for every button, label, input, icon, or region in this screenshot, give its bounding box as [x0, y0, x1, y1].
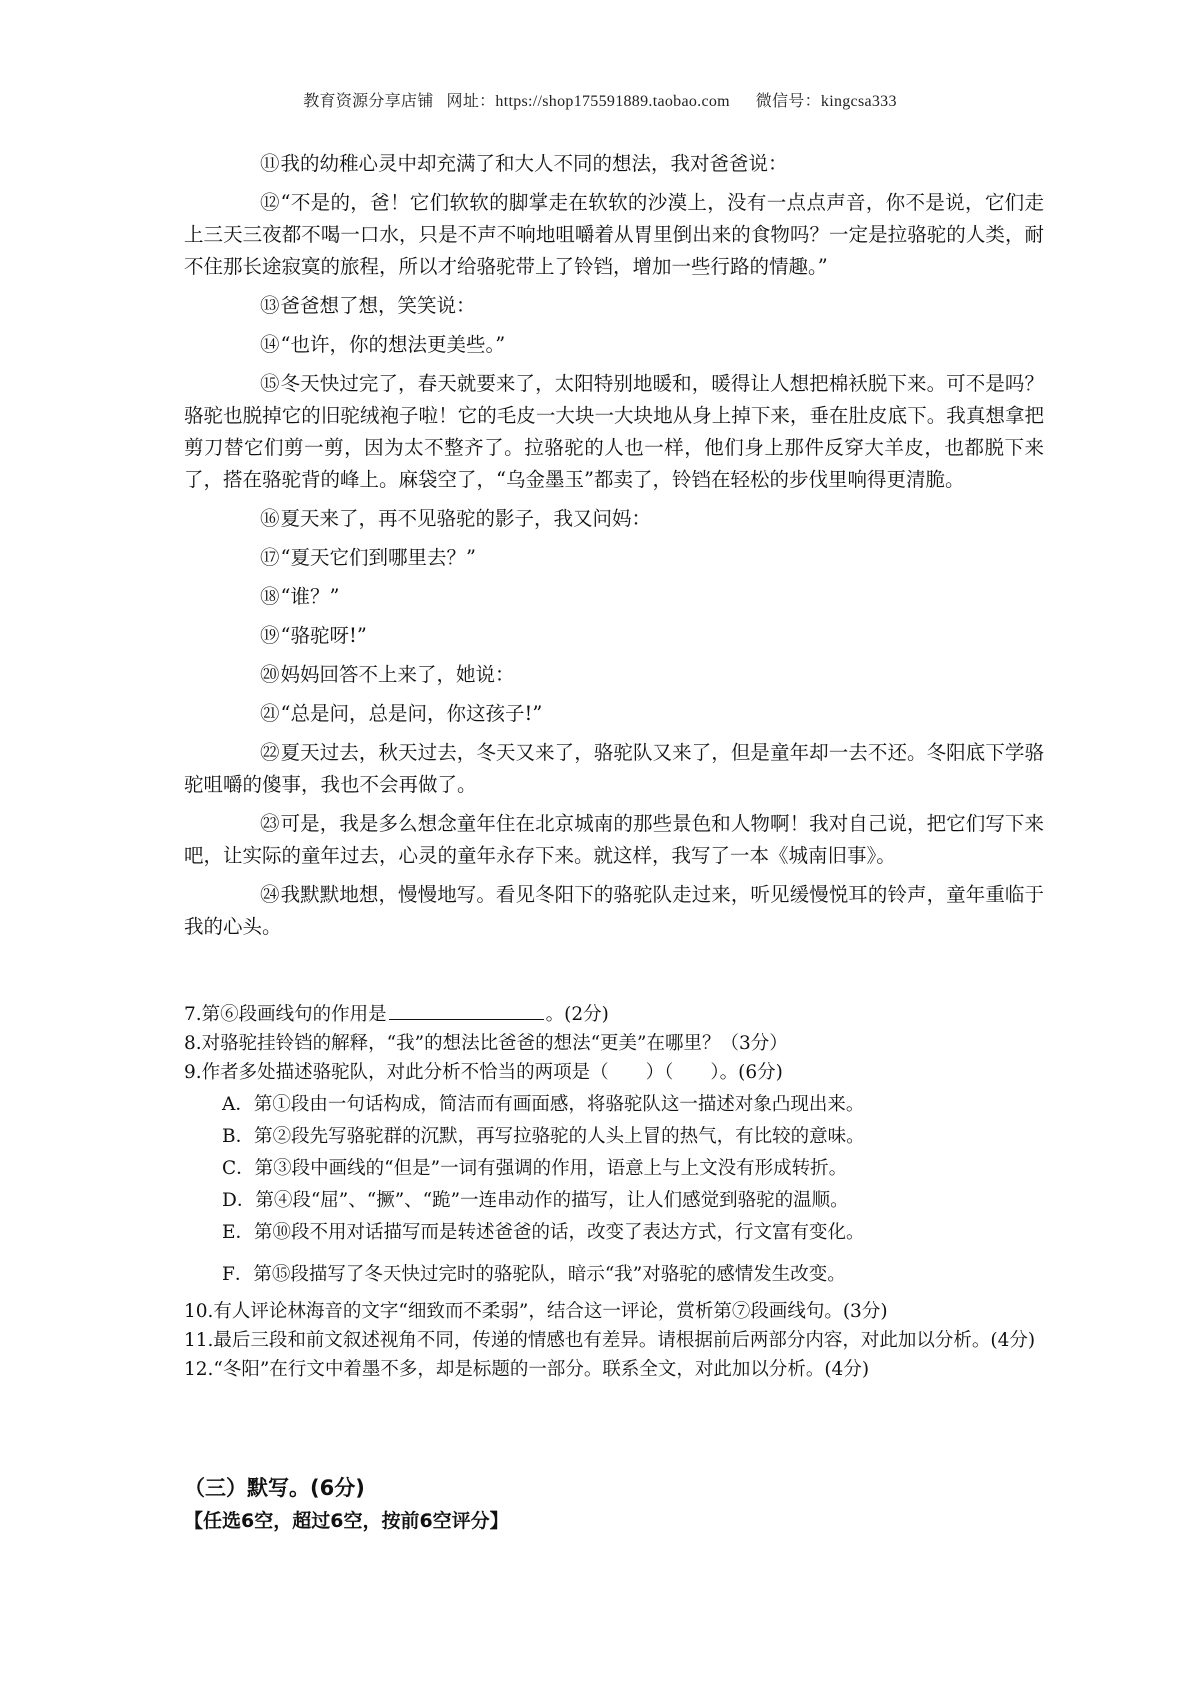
question-9: 9.作者多处描述骆驼队，对此分析不恰当的两项是（ ）（ ）。(6分): [184, 1062, 783, 1083]
paragraph-text: 爸爸想了想，笑笑说：: [280, 294, 476, 317]
paragraph-text: 可是，我是多么想念童年住在北京城南的那些景色和人物啊！我对自己说，把它们写下来吧，让实际的童年过去，心灵的童年永存下来。就这样，我写了一本《城南旧事》。: [184, 812, 1044, 867]
paragraph-number: ㉔: [260, 883, 280, 906]
paragraph: [184, 620, 1044, 652]
paragraph-number: ⑱: [260, 585, 280, 608]
paragraph-number: ⑮: [260, 372, 280, 395]
paragraph: [184, 879, 1044, 943]
reading-passage: [184, 148, 1044, 950]
option-a: A．第①段由一句话构成，简洁而有画面感，将骆驼队这一描述对象凸现出来。: [222, 1094, 865, 1115]
paragraph-number: ⑰: [260, 546, 280, 569]
question-9-options: [222, 1089, 1044, 1291]
answer-blank: [389, 1001, 544, 1020]
paragraph: [184, 503, 1044, 535]
paragraph: [184, 290, 1044, 322]
paragraph-number: ⑯: [260, 507, 280, 530]
paragraph-text: 冬天快过完了，春天就要来了，太阳特别地暖和，暖得让人想把棉袄脱下来。可不是吗？骆驼也脱掉它的旧驼绒袍子啦！它的毛皮一大块一大块地从身上掉下来，垂在肚皮底下。我真想拿把剪刀替它们剪一剪，因为太不整齐了。拉骆驼的人也一样，他们身上那件反穿大羊皮，也都脱下来了，搭在骆驼背的峰上。麻袋空了，“乌金墨玉”都卖了，铃铛在轻松的步伐里响得更清脆。: [184, 372, 1044, 491]
option-d: D．第④段“屈”、“撅”、“跪”一连串动作的描写，让人们感觉到骆驼的温顺。: [222, 1190, 849, 1211]
paragraph-number: ⑪: [260, 152, 280, 175]
paragraph-text: 我默默地想，慢慢地写。看见冬阳下的骆驼队走过来，听见缓慢悦耳的铃声，童年重临于我的心头。: [184, 883, 1044, 938]
page-header: 教育资源分享店铺 网址：https://shop175591889.taobao.com 微信号：kingcsa333: [303, 93, 897, 110]
option-c: C．第③段中画线的“但是”一词有强调的作用，语意上与上文没有形成转折。: [222, 1158, 848, 1179]
paragraph: [184, 737, 1044, 801]
paragraph-text: “夏天它们到哪里去？”: [280, 546, 476, 569]
paragraph-text: 妈妈回答不上来了，她说：: [280, 663, 515, 686]
option-e: E．第⑩段不用对话描写而是转述爸爸的话，改变了表达方式，行文富有变化。: [222, 1222, 865, 1243]
paragraph: [184, 368, 1044, 496]
section-note: 【任选6空，超过6空，按前6空评分】: [184, 1510, 509, 1532]
paragraph: [184, 187, 1044, 283]
paragraph: [184, 808, 1044, 872]
question-7-points: 。(2分): [545, 1004, 609, 1025]
paragraph-number: ㉓: [260, 812, 280, 835]
question-8: 8.对骆驼挂铃铛的解释，“我”的想法比爸爸的想法“更美”在哪里？（3分）: [184, 1033, 788, 1054]
question-11: 11.最后三段和前文叙述视角不同，传递的情感也有差异。请根据前后两部分内容，对此加以分析。(4分): [184, 1330, 1036, 1351]
paragraph-text: “谁？”: [280, 585, 340, 608]
paragraph-number: ⑲: [260, 624, 280, 647]
paragraph: [184, 581, 1044, 613]
question-7: [184, 1000, 1044, 1029]
paragraph-number: ㉑: [260, 702, 280, 725]
paragraph-text: “不是的，爸！它们软软的脚掌走在软软的沙漠上，没有一点点声音，你不是说，它们走上三天三夜都不喝一口水，只是不声不响地咀嚼着从胃里倒出来的食物吗？一定是拉骆驼的人类，耐不住那长途寂寞的旅程，所以才给骆驼带上了铃铛，增加一些行路的情趣。”: [184, 191, 1044, 278]
paragraph: [184, 148, 1044, 180]
option-b: B．第②段先写骆驼群的沉默，再写拉骆驼的人头上冒的热气，有比较的意味。: [222, 1126, 865, 1147]
question-12: 12.“冬阳”在行文中着墨不多，却是标题的一部分。联系全文，对此加以分析。(4分): [184, 1359, 870, 1380]
paragraph-text: 夏天过去，秋天过去，冬天又来了，骆驼队又来了，但是童年却一去不还。冬阳底下学骆驼咀嚼的傻事，我也不会再做了。: [184, 741, 1044, 796]
paragraph-number: ⑫: [260, 191, 280, 214]
paragraph: [184, 542, 1044, 574]
section-title: （三）默写。(6分): [184, 1476, 365, 1500]
paragraph-number: ⑳: [260, 663, 280, 686]
question-10: 10.有人评论林海音的文字“细致而不柔弱”，结合这一评论，赏析第⑦段画线句。(3分): [184, 1301, 888, 1322]
paragraph: [184, 659, 1044, 691]
paragraph-text: “也许，你的想法更美些。”: [280, 333, 506, 356]
question-7-text: 7.第⑥段画线句的作用是: [184, 1004, 387, 1025]
paragraph: [184, 698, 1044, 730]
paragraph-text: 夏天来了，再不见骆驼的影子，我又问妈：: [280, 507, 652, 530]
paragraph-number: ⑭: [260, 333, 280, 356]
paragraph-number: ⑬: [260, 294, 280, 317]
paragraph: [184, 329, 1044, 361]
paragraph-number: ㉒: [260, 741, 280, 764]
paragraph-text: “骆驼呀!”: [280, 624, 367, 647]
questions-section: [184, 1000, 1044, 1384]
option-f: F．第⑮段描写了冬天快过完时的骆驼队，暗示“我”对骆驼的感情发生改变。: [222, 1264, 846, 1285]
paragraph-text: “总是问，总是问，你这孩子!”: [280, 702, 543, 725]
paragraph-text: 我的幼稚心灵中却充满了和大人不同的想法，我对爸爸说：: [280, 152, 788, 175]
